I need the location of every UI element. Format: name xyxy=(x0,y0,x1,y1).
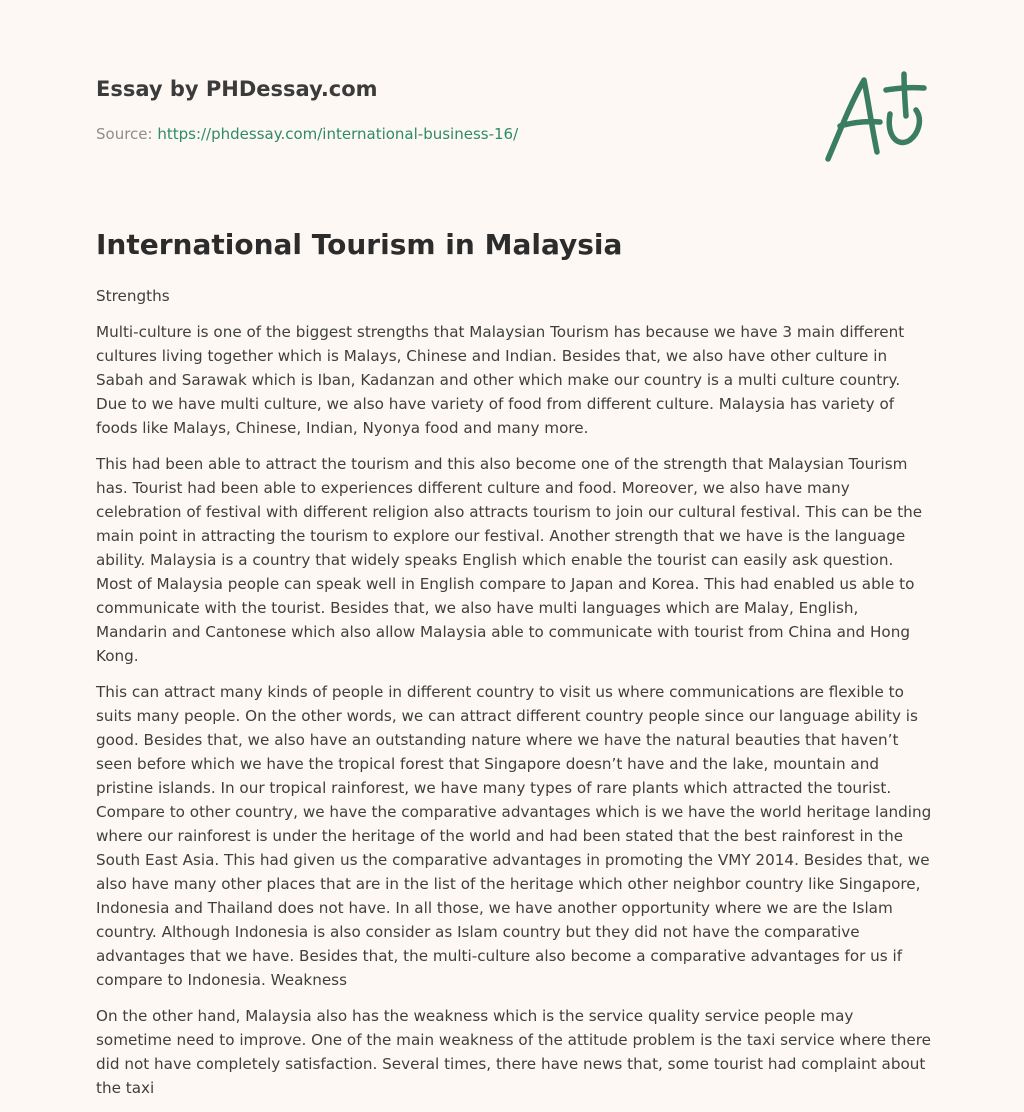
a-plus-logo-icon xyxy=(820,66,930,166)
brand-title: Essay by PHDessay.com xyxy=(96,77,378,101)
paragraph: Multi-culture is one of the biggest strengths that Malaysian Tourism has because we have 3 main different cultures living together which is Malays, Chinese and Indian. Besides that, we also have other culture in Sabah and Sarawak which is Iban, Kadanzan and other which make our country is a multi culture country. Due to we have multi culture, we also have variety of food from different culture. Malaysia has variety of foods like Malays, Chinese, Indian, Nyonya food and many more. xyxy=(96,323,905,437)
paragraph: This had been able to attract the tourism and this also become one of the strength that Malaysian Tourism has. Tourist had been able to experiences different culture and food. Moreover, we also have many celebration of festival with different religion also attracts tourism to join our cultural festival. This can be the main point in attracting the tourism to explore our festival. Another strength that we have is the language ability. Malaysia is a country that widely speaks English which enable the tourist can easily ask question. Most of Malaysia people can speak well in English compare to Japan and Korea. This had enabled us able to communicate with the tourist. Besides that, we also have multi languages which are Malay, English, Mandarin and Cantonese which also allow Malaysia able to communicate with tourist from China and Hong Kong. xyxy=(96,455,923,665)
section-heading: Strengths xyxy=(96,287,170,305)
paragraph: This can attract many kinds of people in different country to visit us where communications are flexible to suits many people. On the other words, we can attract different country people since our language ability is good. Besides that, we also have an outstanding nature where we have the natural beauties that haven’t seen before which we have the tropical forest that Singapore doesn’t have and the lake, mountain and pristine islands. In our tropical rainforest, we have many types of rare plants which attracted the tourist. Compare to other country, we have the comparative advantages which is we have the world heritage landing where our rainforest is under the heritage of the world and had been stated that the best rainforest in the South East Asia. This had given us the comparative advantages in promoting the VMY 2014. Besides that, we also have many other places that are in the list of the heritage which other neighbor country like Singapore, Indonesia and Thailand does not have. In all those, we have another opportunity where we are the Islam country. Although Indonesia is also consider as Islam country but they did not have the comparative advantages that we have. Besides that, the multi-culture also become a comparative advantages for us if compare to Indonesia. Weakness xyxy=(96,683,932,989)
page-title: International Tourism in Malaysia xyxy=(96,228,623,261)
source-line xyxy=(96,124,796,144)
essay-body xyxy=(96,284,932,1112)
document-header xyxy=(96,74,796,144)
a-plus-logo-graphic xyxy=(820,66,930,166)
paragraph: On the other hand, Malaysia also has the weakness which is the service quality service people may sometime need to improve. One of the main weakness of the attitude problem is the taxi service where there did not have completely satisfaction. Several times, there have news that, some tourist had complaint about the taxi xyxy=(96,1007,932,1097)
source-link[interactable]: https://phdessay.com/international-business-16/ xyxy=(157,125,519,143)
source-label: Source: xyxy=(96,125,158,143)
